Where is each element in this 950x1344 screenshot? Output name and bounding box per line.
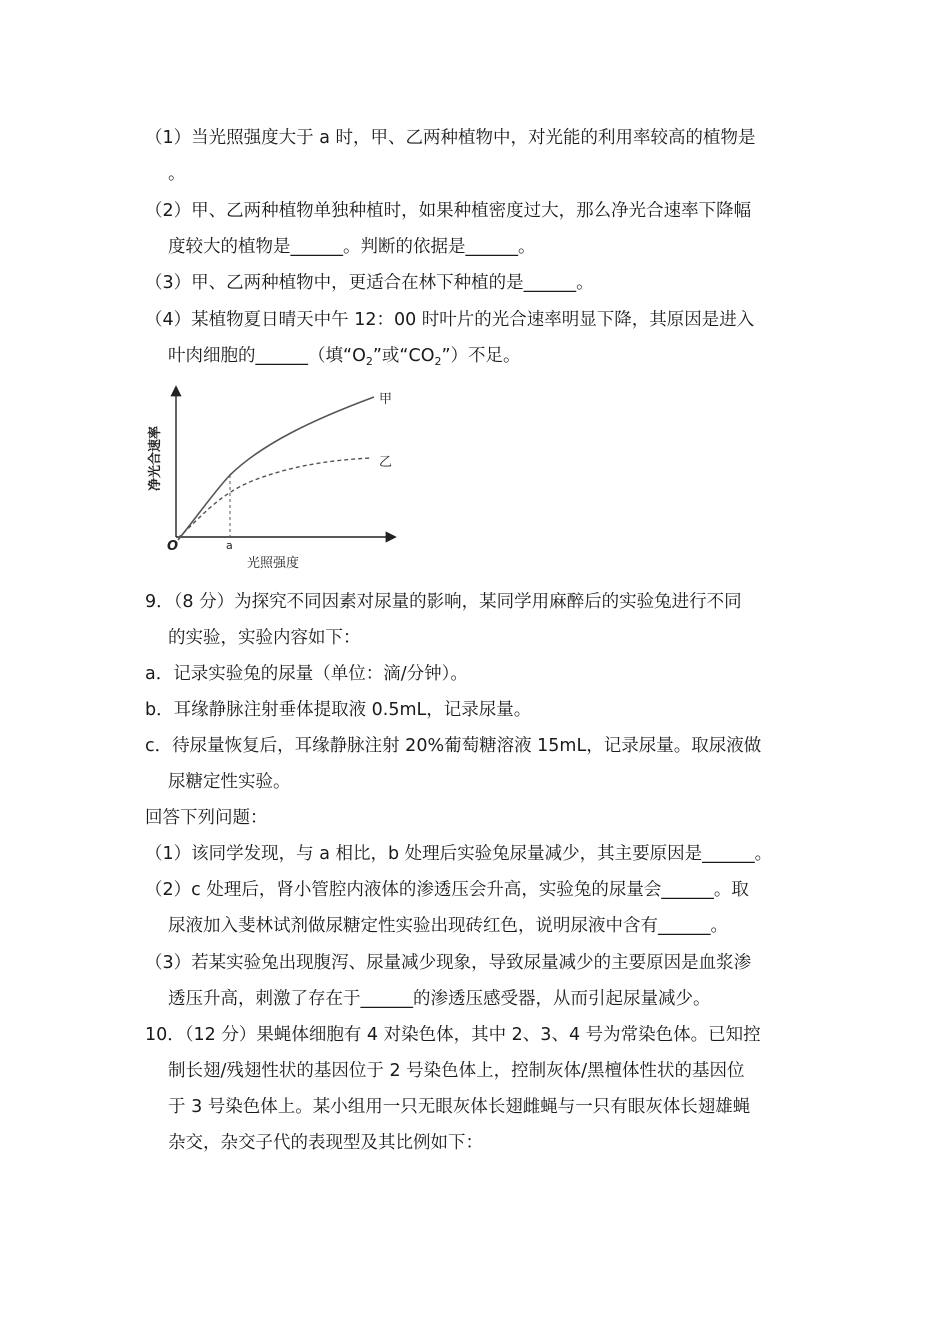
q10-line-2: 制长翅/残翅性状的基因位于 2 号染色体上，控制灰体/黑檀体性状的基因位: [168, 1061, 745, 1081]
q9-sub-1: （1）该同学发现，与 a 相比，b 处理后实验兔尿量减少，其主要原因是______。: [145, 844, 773, 864]
q8-item-2-line-2: 度较大的植物是______。判断的依据是______。: [168, 237, 536, 257]
series-label-yi: 乙: [379, 455, 393, 470]
q8-item-2-line-1: （2）甲、乙两种植物单独种植时，如果种植密度过大，那么净光合速率下降幅: [145, 201, 752, 221]
y-axis-label: 净光合速率: [148, 425, 163, 491]
q10-line-4: 杂交，杂交子代的表现型及其比例如下：: [168, 1133, 483, 1153]
q8-item-3: （3）甲、乙两种植物中，更适合在林下种植的是______。: [145, 273, 594, 293]
q9-sub-2-line-1: （2）c 处理后，肾小管腔内液体的渗透压会升高，实验兔的尿量会______。取: [145, 880, 749, 900]
q8-item-1-end: 。: [168, 164, 186, 184]
q9-line-1: 9．（8 分）为探究不同因素对尿量的影响，某同学用麻醉后的实验兔进行不同: [145, 592, 742, 612]
q9-line-2: 的实验，实验内容如下：: [168, 628, 361, 648]
q8-item-4-text-c: ”）不足。: [441, 346, 521, 366]
q8-item-1: （1）当光照强度大于 a 时，甲、乙两种植物中，对光能的利用率较高的植物是: [145, 128, 756, 148]
curve-yi: [178, 458, 372, 538]
q9-sub-2-line-2: 尿液加入斐林试剂做尿糖定性实验出现砖红色，说明尿液中含有______。: [168, 916, 728, 936]
co2-subscript: 2: [434, 355, 442, 368]
photosynthesis-figure: [140, 380, 410, 575]
origin-label: O: [167, 539, 179, 554]
q9-sub-3-line-1: （3）若某实验兔出现腹泻、尿量减少现象，导致尿量减少的主要原因是血浆渗: [145, 953, 752, 973]
q9-sub-3-line-2: 透压升高，刺激了存在于______的渗透压感受器，从而引起尿量减少。: [168, 989, 711, 1009]
series-label-jia: 甲: [379, 392, 393, 407]
a-tick-label: a: [226, 539, 233, 552]
x-axis-label: 光照强度: [247, 556, 300, 571]
q9-step-c-line-2: 尿糖定性实验。: [168, 772, 291, 792]
q8-item-4-line-2: [168, 345, 521, 369]
q8-item-4-text-b: ”或“CO: [372, 346, 435, 366]
q9-step-c-line-1: c．待尿量恢复后，耳缘静脉注射 20%葡萄糖溶液 15mL，记录尿量。取尿液做: [145, 736, 762, 756]
q10-line-3: 于 3 号染色体上。某小组用一只无眼灰体长翅雌蝇与一只有眼灰体长翅雄蝇: [168, 1097, 751, 1117]
q8-item-4-line-1: （4）某植物夏日晴天中午 12：00 时叶片的光合速率明显下降，其原因是进入: [145, 310, 755, 330]
q9-step-b: b．耳缘静脉注射垂体提取液 0.5mL，记录尿量。: [145, 700, 532, 720]
q9-step-a: a．记录实验兔的尿量（单位：滴/分钟）。: [145, 664, 468, 684]
q8-item-4-text-a: 叶肉细胞的______（填“O: [168, 346, 366, 366]
o2-subscript: 2: [365, 355, 373, 368]
q9-answer-prompt: 回答下列问题：: [145, 808, 268, 828]
q10-line-1: 10．（12 分）果蝇体细胞有 4 对染色体，其中 2、3、4 号为常染色体。已知控: [145, 1025, 761, 1045]
curve-jia: [178, 397, 374, 540]
